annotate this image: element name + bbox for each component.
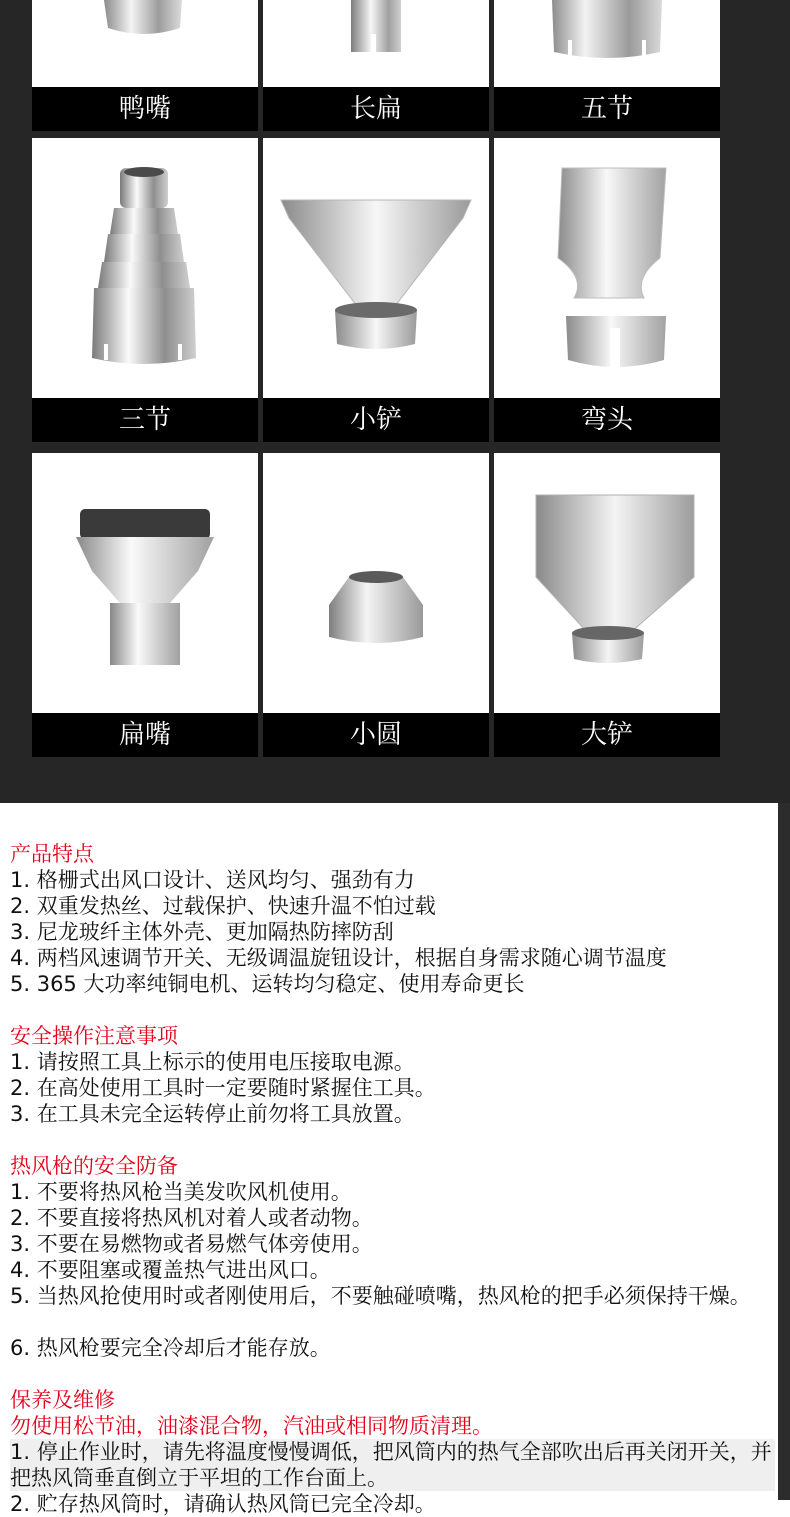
gun-safety-title: 热风枪的安全防备: [10, 1154, 178, 1178]
nozzle-card: [494, 0, 720, 131]
nozzle-label: 五节: [494, 87, 720, 131]
nozzle-card: [32, 0, 258, 131]
five-step-nozzle-icon: [494, 0, 720, 87]
nozzle-label: 大铲: [494, 713, 720, 757]
nozzle-label: 三节: [32, 398, 258, 442]
gun-safety-item: 6. 热风枪要完全冷却后才能存放。: [10, 1336, 331, 1360]
features-title: 产品特点: [10, 842, 94, 866]
maintenance-warning: 勿使用松节油，油漆混合物，汽油或相同物质清理。: [10, 1414, 493, 1438]
right-edge-bar: [778, 803, 790, 1500]
maintenance-item: 2. 贮存热风筒时，请确认热风筒已完全冷却。: [10, 1492, 436, 1516]
three-step-nozzle-icon: [32, 138, 258, 398]
nozzle-card: [494, 453, 720, 757]
maintenance-title: 保养及维修: [10, 1388, 115, 1412]
nozzle-label: 长扁: [263, 87, 489, 131]
feature-item: 1. 格栅式出风口设计、送风均匀、强劲有力: [10, 868, 415, 892]
gun-safety-item: 4. 不要阻塞或覆盖热气进出风口。: [10, 1258, 331, 1282]
feature-item: 4. 两档风速调节开关、无级调温旋钮设计，根据自身需求随心调节温度: [10, 946, 667, 970]
long-flat-nozzle-icon: [263, 0, 489, 87]
feature-item: 5. 365 大功率纯铜电机、运转均匀稳定、使用寿命更长: [10, 972, 525, 996]
nozzle-label: 扁嘴: [32, 713, 258, 757]
feature-item: 2. 双重发热丝、过载保护、快速升温不怕过载: [10, 894, 436, 918]
nozzle-card: [263, 453, 489, 757]
duckbill-nozzle-icon: [32, 0, 258, 87]
large-shovel-nozzle-icon: [494, 453, 720, 713]
elbow-nozzle-icon: [494, 138, 720, 398]
maintenance-item: 1. 停止作业时，请先将温度慢慢调低，把风筒内的热气全部吹出后再关闭开关，并把热风筒垂直倒立于平坦的工作台面上。: [10, 1439, 775, 1491]
safety-ops-title: 安全操作注意事项: [10, 1024, 178, 1048]
flat-nozzle-icon: [32, 453, 258, 713]
nozzle-label: 小铲: [263, 398, 489, 442]
nozzle-card: [263, 0, 489, 131]
safety-ops-item: 2. 在高处使用工具时一定要随时紧握住工具。: [10, 1076, 436, 1100]
feature-item: 3. 尼龙玻纤主体外壳、更加隔热防摔防刮: [10, 920, 394, 944]
nozzle-label: 小圆: [263, 713, 489, 757]
nozzle-card: [32, 138, 258, 442]
nozzle-label: 鸭嘴: [32, 87, 258, 131]
gun-safety-item: 2. 不要直接将热风机对着人或者动物。: [10, 1206, 373, 1230]
nozzle-card: [32, 453, 258, 757]
nozzle-label: 弯头: [494, 398, 720, 442]
nozzle-card: [494, 138, 720, 442]
small-round-nozzle-icon: [263, 453, 489, 713]
safety-ops-item: 1. 请按照工具上标示的使用电压接取电源。: [10, 1050, 415, 1074]
gun-safety-item: 5. 当热风抢使用时或者刚使用后，不要触碰喷嘴，热风枪的把手必须保持干燥。: [10, 1284, 751, 1308]
gun-safety-item: 3. 不要在易燃物或者易燃气体旁使用。: [10, 1232, 373, 1256]
small-shovel-nozzle-icon: [263, 138, 489, 398]
product-info: [0, 803, 778, 1516]
safety-ops-item: 3. 在工具未完全运转停止前勿将工具放置。: [10, 1102, 415, 1126]
nozzle-card: [263, 138, 489, 442]
gun-safety-item: 1. 不要将热风枪当美发吹风机使用。: [10, 1180, 352, 1204]
